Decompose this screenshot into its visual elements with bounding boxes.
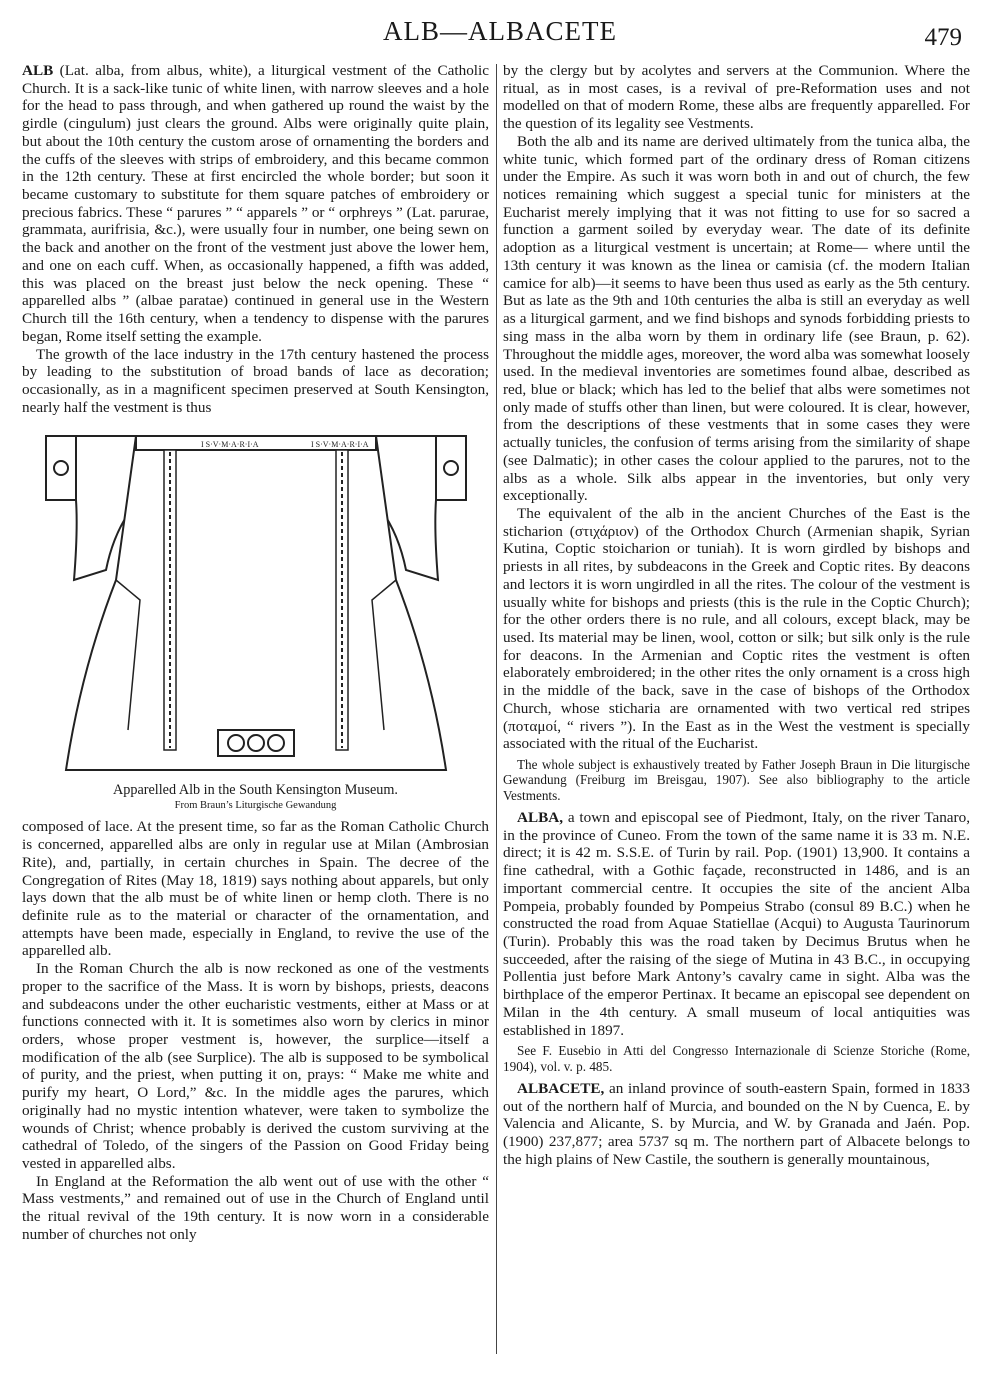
alba-article-text: a town and episcopal see of Piedmont, Italy, on the river Tanaro, in the province of Cuneo. From the town of the same name it is 33 m. N.E. direct; it is 42 m. S.S.E. of Turin by rail. Pop. (1901) 13,900. It contains a fine cathedral, with a Gothic façade, reconstructed in 1486, and is an important commercial centre. It occupies the site of the ancient Alba Pompeia, probably founded by Pompeius Strabo (consul 89 B.C.) when he constructed the road from Aquae Statiellae (Acqui) to Augusta Taurinorum (Turin). Probably this was the road taken by Decimus Brutus when he succeeded, after the raising of the siege of Mutina in 43 B.C., in occupying Pollentia just before Mark Antony’s cavalry came in sight. Alba was the birthplace of the emperor Pertinax. It became an episcopal see dependent on Milan in the 4th century. A small museum of local antiquities was established in 1897. [503, 808, 970, 1039]
alb-paragraph-2: The growth of the lace industry in the 17th century hastened the process by leading to the substitution of broad bands of lace as decoration; occasionally, as in a magnificent specimen preserved at South Kensington, nearly half the vestment is thus [22, 345, 489, 416]
page-number: 479 [924, 24, 962, 51]
right-column [503, 62, 970, 1168]
column-divider [496, 64, 497, 1354]
figure-caption: Apparelled Alb in the South Kensington Museum. [113, 782, 398, 799]
page-header [0, 14, 1000, 54]
albacete-headword: ALBACETE, [517, 1079, 605, 1097]
alb-paragraph-7: Both the alb and its name are derived ultimately from the tunica alba, the white tunic, which formed part of the ordinary dress of Roman citizens under the Empire. As such it was worn both in and out of church, the few notices remaining which suggest a special tunic for ministers at the Eucharist merely implying that it was not fitting to use for so sacred a function a garment soiled by everyday wear. The date of its definite adoption as a liturgical vestment is uncertain; at Rome— where until the 13th century it was known as the linea or camisia (cf. the modern Italian camice for alb)—it seems to have been thus used as early as the 5th century. But as late as the 9th and 10th centuries the alba is still an everyday as well as a liturgical garment, and we find bishops and synods forbidding priests to sing mass in the alba worn by them in ordinary life (see Braun, p. 62). Throughout the middle ages, moreover, the word alba was somewhat loosely used. In the medieval inventories are sometimes found albae, described as red, blue or black; which has led to the belief that albs were sometimes not only made of stuffs other than linen, but were coloured. It is clear, however, from the descriptions of these vestments that in some cases they were actually tunicles, the confusion of terms arising from the similarity of shape (see Dalmatic); in other cases the colour applied to the parures, not to the albs as a whole. Silk albs appear in the inventories, but only very exceptionally. [503, 132, 970, 505]
page-title: ALB—ALBACETE [383, 16, 617, 46]
alb-paragraph-1-text: (Lat. alba, from albus, white), a liturgical vestment of the Catholic Church. It is a sack-like tunic of white linen, with narrow sleeves and a hole for the head to pass through, and when gathered up round the waist by the girdle (cingulum) just clears the ground. Albs were originally quite plain, but about the 10th century the custom arose of ornamenting the borders and the cuffs of the sleeves with strips of embroidery, and this became common in the 12th century. These at first encircled the whole border; but soon it became customary to substitute for them square patches of embroidery or precious fabrics. These “ parures ” “ apparels ” or “ orphreys ” (Lat. parurae, grammata, aurifrisia, &c.), were usually four in number, one being sewn on the back and another on the front of the vestment just above the lower hem, and one on each cuff. When, as occasionally happened, a fifth was added, this was placed on the breast just below the neck opening. These “ apparelled albs ” (albae paratae) continued in general use in the Western Church till the 16th century, when a tendency to dispense with the parures began, Rome itself setting the example. [22, 62, 489, 345]
alb-paragraph-6: by the clergy but by acolytes and servers at the Communion. Where the ritual, as in most cases, is a revival of pre-Reformation uses and not modelled on that of modern Rome, these albs are frequently apparelled. For the question of its legality see Vestments. [503, 62, 970, 133]
alb-paragraph-5: In England at the Reformation the alb went out of use with the other “ Mass vestments,” and remained out of use in the Church of England until the ritual revival of the 19th century. It is now worn in a considerable number of churches not only [22, 1172, 489, 1243]
albacete-article [503, 1080, 970, 1169]
band-lettering-left: I S·V·M·A·R·I·A [200, 440, 259, 450]
alba-bibliography: See F. Eusebio in Atti del Congresso Internazionale di Scienze Storiche (Rome, 1904), vol. v. p. 485. [503, 1043, 970, 1074]
alb-headword: ALB [22, 62, 54, 79]
alb-illustration [36, 430, 476, 780]
alb-bibliography: The whole subject is exhaustively treated by Father Joseph Braun in Die liturgische Gewandung (Freiburg im Breisgau, 1907). See also bibliography to the article Vestments. [503, 757, 970, 803]
alb-paragraph-3: composed of lace. At the present time, so far as the Roman Catholic Church is concerned, apparelled albs are only in regular use at Milan (Ambrosian Rite), and, partially, in certain churches in Spain. The decree of the Congregation of Rites (May 18, 1819) says nothing about apparels, but only lays down that the alb must be of white linen or hemp cloth. There is no definite rule as to the material or character of the ornamentation, and attempts have been made, especially in England, to revive the use of the apparelled alb. [22, 818, 489, 960]
left-column [22, 62, 489, 1244]
alba-headword: ALBA, [517, 808, 563, 826]
alb-figure [22, 430, 489, 812]
band-lettering-right: I S·V·M·A·R·I·A [310, 440, 369, 450]
albacete-article-text: an inland province of south-eastern Spain, formed in 1833 out of the northern half of Murcia, and bounded on the N by Cuenca, E. by Valencia and Alicante, S. by Murcia, and W. by Granada and Jaén. Pop. (1900) 237,877; area 5737 sq m. The northern part of Albacete belongs to the high plains of New Castile, the southern is generally mountainous, [503, 1079, 970, 1168]
figure-credit: From Braun’s Liturgische Gewandung [174, 800, 337, 812]
alb-paragraph-8: The equivalent of the alb in the ancient Churches of the East is the sticharion (στιχάριον) of the Orthodox Church (Armenian shapik, Syrian Kutina, Coptic stoicharion or tuniah). It is worn girdled by bishops and priests in all rites, by subdeacons in the Greek and Coptic rites. By deacons and lectors it is worn ungirdled in all the rites. The colour of the vestment is usually white for bishops and priests (this is the rule in the Coptic Church); for the other orders there is no rule, and all colours, except black, may be used. Its material may be linen, wool, cotton or silk; but silk only is the rule for deacons. In the Armenian and Coptic rites the vestment is often elaborately embroidered; in the other rites the only ornament is a cross high in the middle of the back, save in the case of bishops of the Orthodox Church, whose sticharia are ornamented with two vertical red stripes (ποταμοί, “ rivers ”). In the East as in the West the vestment is specially associated with the ritual of the Eucharist. [503, 504, 970, 753]
alba-article [503, 809, 970, 1039]
alb-paragraph-4: In the Roman Church the alb is now reckoned as one of the vestments proper to the sacrifice of the Mass. It is worn by bishops, priests, deacons and subdeacons under the other eucharistic vestments, either at Mass or at functions connected with it. It is sometimes also worn by clerics in minor orders, whose proper vestment is, however, the surplice—itself a modification of the alb (see Surplice). The alb is supposed to be symbolical of purity, and the priest, when putting it on, prays: “ Make me white and purify my heart, O Lord,” &c. In the middle ages the parures, which originally had no mystic intention whatever, were taken to symbolize the wounds of Christ; whence probably is derived the custom surviving at the cathedral of Toledo, of the singers of the Passion on Good Friday being vested in apparelled albs. [22, 960, 489, 1173]
alb-paragraph-1 [22, 62, 489, 346]
